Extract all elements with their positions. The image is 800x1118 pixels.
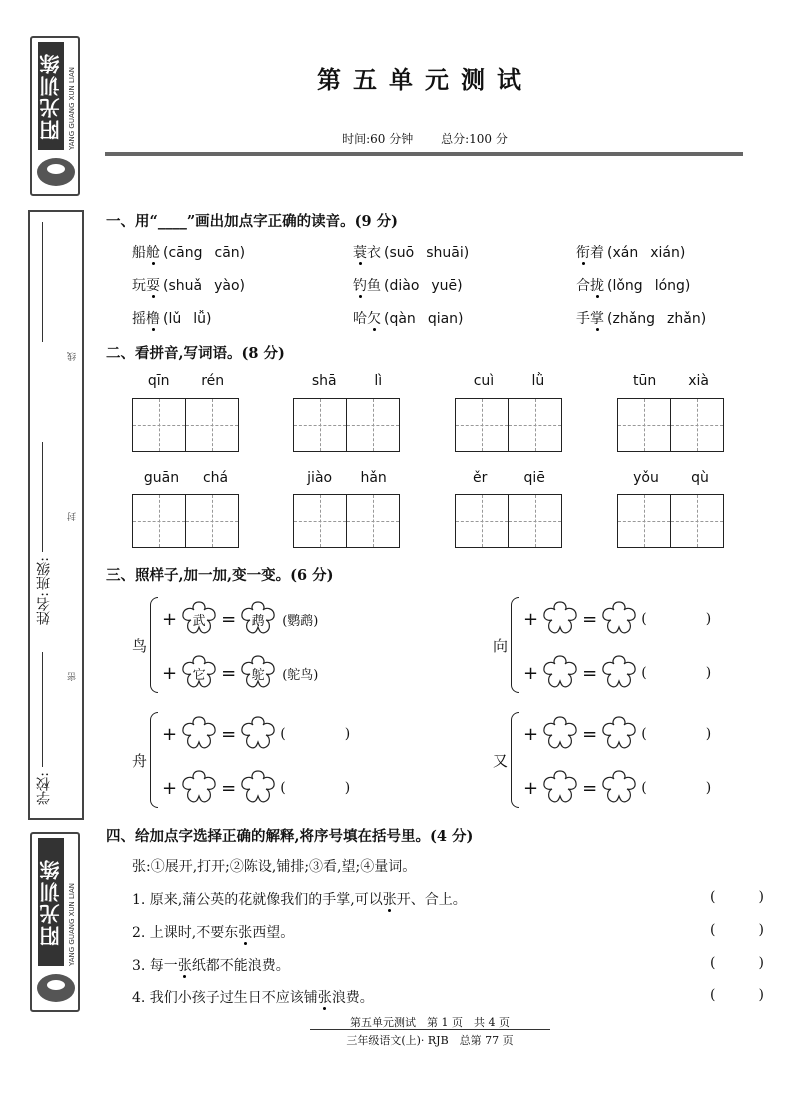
pinyin-options[interactable]: (suō shuāi) [384, 245, 470, 261]
pronunciation-item [353, 275, 463, 295]
result-character: 鸵 [251, 667, 265, 683]
brand-mark-icon [37, 158, 75, 186]
flower-slot[interactable] [179, 653, 219, 693]
writing-cell[interactable] [456, 399, 509, 451]
pinyin-prompt [293, 373, 401, 389]
writing-cell[interactable] [618, 495, 671, 547]
pinyin-syllable: hǎn [360, 470, 387, 486]
pinyin-option-a[interactable]: suō [389, 245, 415, 261]
base-character: 又 [493, 752, 509, 770]
pinyin-prompt [617, 470, 725, 486]
pinyin-syllable: shā [311, 373, 337, 389]
class-label: 班级: [36, 557, 52, 590]
question-1: 1. 原来,蒲公英的花就像我们的手掌,可以张开、合上。 [132, 892, 467, 908]
question-3: 3. 每一张纸都不能浪费。 [132, 958, 290, 974]
pinyin-options[interactable]: (cāng cān) [163, 245, 246, 261]
word-char: 船 [132, 245, 146, 261]
plus-sign: + [162, 777, 178, 799]
brand-name: 阳光训练 [38, 42, 64, 150]
pinyin-syllable: rén [201, 373, 225, 389]
writing-cell[interactable] [509, 399, 562, 451]
exam-meta [105, 130, 745, 147]
answer-blank-4[interactable]: ( ) [710, 987, 764, 1003]
flower-slot[interactable] [238, 714, 278, 754]
flower-slot[interactable] [238, 768, 278, 808]
section-4-heading: 四、给加点字选择正确的解释,将序号填在括号里。(4 分) [106, 828, 474, 845]
pinyin-option-a[interactable]: cāng [168, 245, 203, 261]
add-equation [521, 768, 711, 808]
question-4: 4. 我们小孩子过生日不应该铺张浪费。 [132, 990, 374, 1006]
add-equation [521, 653, 711, 693]
pinyin-options[interactable]: (qàn qian) [384, 311, 464, 327]
writing-cell[interactable] [133, 399, 186, 451]
word-char: 衣 [367, 245, 381, 261]
equals-sign: = [221, 662, 237, 684]
answer-blank-2[interactable]: ( ) [710, 922, 764, 938]
flower-slot[interactable] [238, 599, 278, 639]
plus-sign: + [162, 662, 178, 684]
writing-grid[interactable] [293, 494, 400, 548]
word-char: 舱 [146, 245, 160, 261]
pinyin-prompt [293, 470, 401, 486]
writing-cell[interactable] [294, 495, 347, 547]
answer-blank[interactable]: ( ) [641, 611, 712, 627]
add-equation [160, 599, 318, 639]
add-equation [160, 768, 350, 808]
writing-cell[interactable] [509, 495, 562, 547]
word-char: 衔 [576, 245, 590, 261]
answer-blank[interactable]: ( ) [641, 665, 712, 681]
writing-grid[interactable] [455, 494, 562, 548]
flower-slot[interactable] [238, 653, 278, 693]
flower-slot[interactable] [179, 768, 219, 808]
section-3-heading: 三、照样子,加一加,变一变。(6 分) [106, 567, 334, 584]
writing-grid[interactable] [455, 398, 562, 452]
school-label: 学校: [36, 772, 52, 805]
equals-sign: = [221, 723, 237, 745]
brand-name: 阳光训练 [38, 838, 64, 966]
pronunciation-item [353, 308, 464, 328]
base-character: 鸟 [132, 637, 148, 655]
pinyin-syllable: chá [202, 470, 229, 486]
writing-cell[interactable] [671, 495, 724, 547]
pinyin-options[interactable]: (shuǎ yào) [163, 278, 245, 294]
pronunciation-item [353, 242, 469, 262]
seal-text-mi: 密 [68, 672, 78, 681]
pinyin-option-a[interactable]: xán [612, 245, 639, 261]
answer-blank[interactable]: ( ) [280, 780, 351, 796]
equals-sign: = [582, 608, 598, 630]
pinyin-syllable: yǒu [633, 470, 659, 486]
pinyin-option-b[interactable]: lóng [654, 278, 685, 294]
word-char: 摇 [132, 311, 146, 327]
pinyin-option-b[interactable]: qian [427, 311, 459, 327]
pronunciation-item [576, 308, 706, 328]
word-char: 哈 [353, 311, 367, 327]
brace-icon [150, 712, 158, 808]
pinyin-options[interactable]: (lǔ lǚ) [163, 311, 212, 327]
brace-icon [150, 597, 158, 693]
equals-sign: = [221, 777, 237, 799]
example-answer: (鹦鹉) [282, 613, 319, 629]
example-answer: (鸵鸟) [282, 667, 319, 683]
pinyin-options[interactable]: (xán xián) [607, 245, 686, 261]
plus-sign: + [523, 608, 539, 630]
school-line [42, 652, 43, 767]
equals-sign: = [582, 777, 598, 799]
answer-blank-3[interactable]: ( ) [710, 955, 764, 971]
pinyin-option-a[interactable]: lǒng [612, 278, 643, 294]
dotted-char: 张 [382, 892, 397, 908]
name-label: 姓名: [36, 592, 52, 625]
pinyin-options[interactable]: (zhǎng zhǎn) [607, 311, 707, 327]
section-2-heading: 二、看拼音,写词语。(8 分) [106, 345, 285, 362]
radical-group [132, 595, 372, 695]
header-rule [105, 152, 743, 156]
pinyin-option-b[interactable]: lǚ [193, 311, 206, 327]
added-character: 它 [192, 667, 206, 683]
word-char: 拢 [590, 278, 604, 294]
word-char: 耍 [146, 278, 160, 294]
pinyin-syllable: lì [374, 373, 383, 389]
answer-blank-1[interactable]: ( ) [710, 889, 764, 905]
equals-sign: = [582, 662, 598, 684]
word-char: 蓑 [353, 245, 367, 261]
word-char: 手 [576, 311, 590, 327]
seal-text-seal: 封 [68, 512, 78, 521]
pronunciation-item [132, 275, 245, 295]
pinyin-syllable: jiào [307, 470, 333, 486]
plus-sign: + [523, 723, 539, 745]
footer-page-info: 第五单元测试 第 1 页 共 4 页 [350, 1016, 510, 1029]
pinyin-prompt [455, 470, 563, 486]
top-line [42, 222, 43, 342]
flower-slot[interactable] [599, 599, 639, 639]
radical-group [132, 710, 372, 810]
flower-slot[interactable] [179, 714, 219, 754]
flower-slot[interactable] [599, 768, 639, 808]
pinyin-syllable: qù [691, 470, 709, 486]
add-equation [160, 653, 318, 693]
writing-cell[interactable] [186, 495, 239, 547]
writing-cell[interactable] [186, 399, 239, 451]
writing-cell[interactable] [347, 399, 400, 451]
flower-slot[interactable] [599, 653, 639, 693]
pinyin-option-b[interactable]: shuāi [426, 245, 464, 261]
pinyin-option-b[interactable]: zhǎn [667, 311, 701, 327]
time-limit: 时间:60 分钟 [342, 132, 414, 146]
zhang-definitions: 张:①展开,打开;②陈设,铺排;③看,望;④量词。 [132, 859, 417, 875]
word-char: 玩 [132, 278, 146, 294]
flower-slot[interactable] [599, 714, 639, 754]
brand-logo-bottom [30, 832, 80, 1012]
word-char: 橹 [146, 311, 160, 327]
pinyin-syllable: qīn [147, 373, 170, 389]
pinyin-option-a[interactable]: diào [389, 278, 420, 294]
pinyin-prompt [132, 470, 240, 486]
plus-sign: + [523, 662, 539, 684]
pronunciation-item [132, 308, 211, 328]
pinyin-syllable: tūn [632, 373, 657, 389]
page-title: 第五单元测试 [317, 65, 533, 94]
plus-sign: + [523, 777, 539, 799]
added-character: 武 [192, 613, 206, 629]
pinyin-option-b[interactable]: xián [650, 245, 680, 261]
pinyin-option-b[interactable]: yào [214, 278, 240, 294]
equals-sign: = [582, 723, 598, 745]
pinyin-option-a[interactable]: lǔ [168, 311, 182, 327]
pinyin-options[interactable]: (diào yuē) [384, 278, 463, 294]
word-char: 欠 [367, 311, 381, 327]
brace-icon [511, 597, 519, 693]
flower-slot[interactable] [179, 599, 219, 639]
answer-blank[interactable]: ( ) [280, 726, 351, 742]
radical-group [493, 595, 733, 695]
plus-sign: + [162, 608, 178, 630]
pinyin-syllable: lǜ [531, 373, 545, 389]
pinyin-prompt [455, 373, 563, 389]
flower-slot[interactable] [540, 653, 580, 693]
pinyin-option-a[interactable]: qàn [389, 311, 416, 327]
writing-cell[interactable] [618, 399, 671, 451]
footer-rule [310, 1029, 550, 1030]
total-score: 总分:100 分 [441, 132, 508, 146]
radical-group [493, 710, 733, 810]
answer-blank[interactable]: ( ) [641, 726, 712, 742]
word-char: 钓 [353, 278, 367, 294]
pinyin-syllable: ěr [473, 470, 488, 486]
word-char: 掌 [590, 311, 604, 327]
flower-slot[interactable] [540, 768, 580, 808]
add-equation [521, 599, 711, 639]
pronunciation-item [132, 242, 245, 262]
footer-book-info: 三年级语文(上)· RJB 总第 77 页 [346, 1034, 514, 1047]
pinyin-prompt [132, 373, 240, 389]
brand-pinyin: YANG GUANG XUN LIAN [68, 67, 76, 150]
flower-slot[interactable] [540, 714, 580, 754]
writing-grid[interactable] [293, 398, 400, 452]
class-line [42, 442, 43, 552]
writing-cell[interactable] [133, 495, 186, 547]
dotted-char: 张 [238, 925, 253, 941]
add-equation [521, 714, 711, 754]
brand-pinyin: YANG GUANG XUN LIAN [68, 883, 76, 966]
add-equation [160, 714, 350, 754]
word-char: 着 [590, 245, 604, 261]
pinyin-syllable: xià [688, 373, 709, 389]
base-character: 舟 [132, 752, 148, 770]
flower-slot[interactable] [540, 599, 580, 639]
binding-strip [28, 210, 84, 820]
brace-icon [511, 712, 519, 808]
pinyin-option-a[interactable]: shuǎ [168, 278, 203, 294]
pinyin-prompt [617, 373, 725, 389]
pinyin-syllable: cuì [473, 373, 495, 389]
seal-text-line: 线 [68, 352, 78, 361]
base-character: 向 [493, 637, 509, 655]
pronunciation-item [576, 242, 685, 262]
writing-grid[interactable] [617, 494, 724, 548]
result-character: 鹉 [251, 613, 265, 629]
writing-grid[interactable] [132, 398, 239, 452]
dotted-char: 张 [317, 990, 332, 1006]
brand-logo-top [30, 36, 80, 196]
word-char: 鱼 [367, 278, 381, 294]
dotted-char: 张 [177, 958, 192, 974]
answer-blank[interactable]: ( ) [641, 780, 712, 796]
pinyin-syllable: guān [143, 470, 180, 486]
equals-sign: = [221, 608, 237, 630]
writing-cell[interactable] [671, 399, 724, 451]
pinyin-options[interactable]: (lǒng lóng) [607, 278, 691, 294]
writing-cell[interactable] [347, 495, 400, 547]
section-1-heading: 一、用“____”画出加点字正确的读音。(9 分) [106, 213, 399, 230]
writing-cell[interactable] [456, 495, 509, 547]
writing-cell[interactable] [294, 399, 347, 451]
word-char: 合 [576, 278, 590, 294]
pinyin-option-b[interactable]: cān [214, 245, 240, 261]
question-2: 2. 上课时,不要东张西望。 [132, 925, 295, 941]
writing-grid[interactable] [132, 494, 239, 548]
writing-grid[interactable] [617, 398, 724, 452]
pinyin-option-b[interactable]: yuē [431, 278, 458, 294]
brand-mark-icon [37, 974, 75, 1002]
pinyin-syllable: qiē [523, 470, 545, 486]
pinyin-option-a[interactable]: zhǎng [612, 311, 656, 327]
pronunciation-item [576, 275, 690, 295]
plus-sign: + [162, 723, 178, 745]
